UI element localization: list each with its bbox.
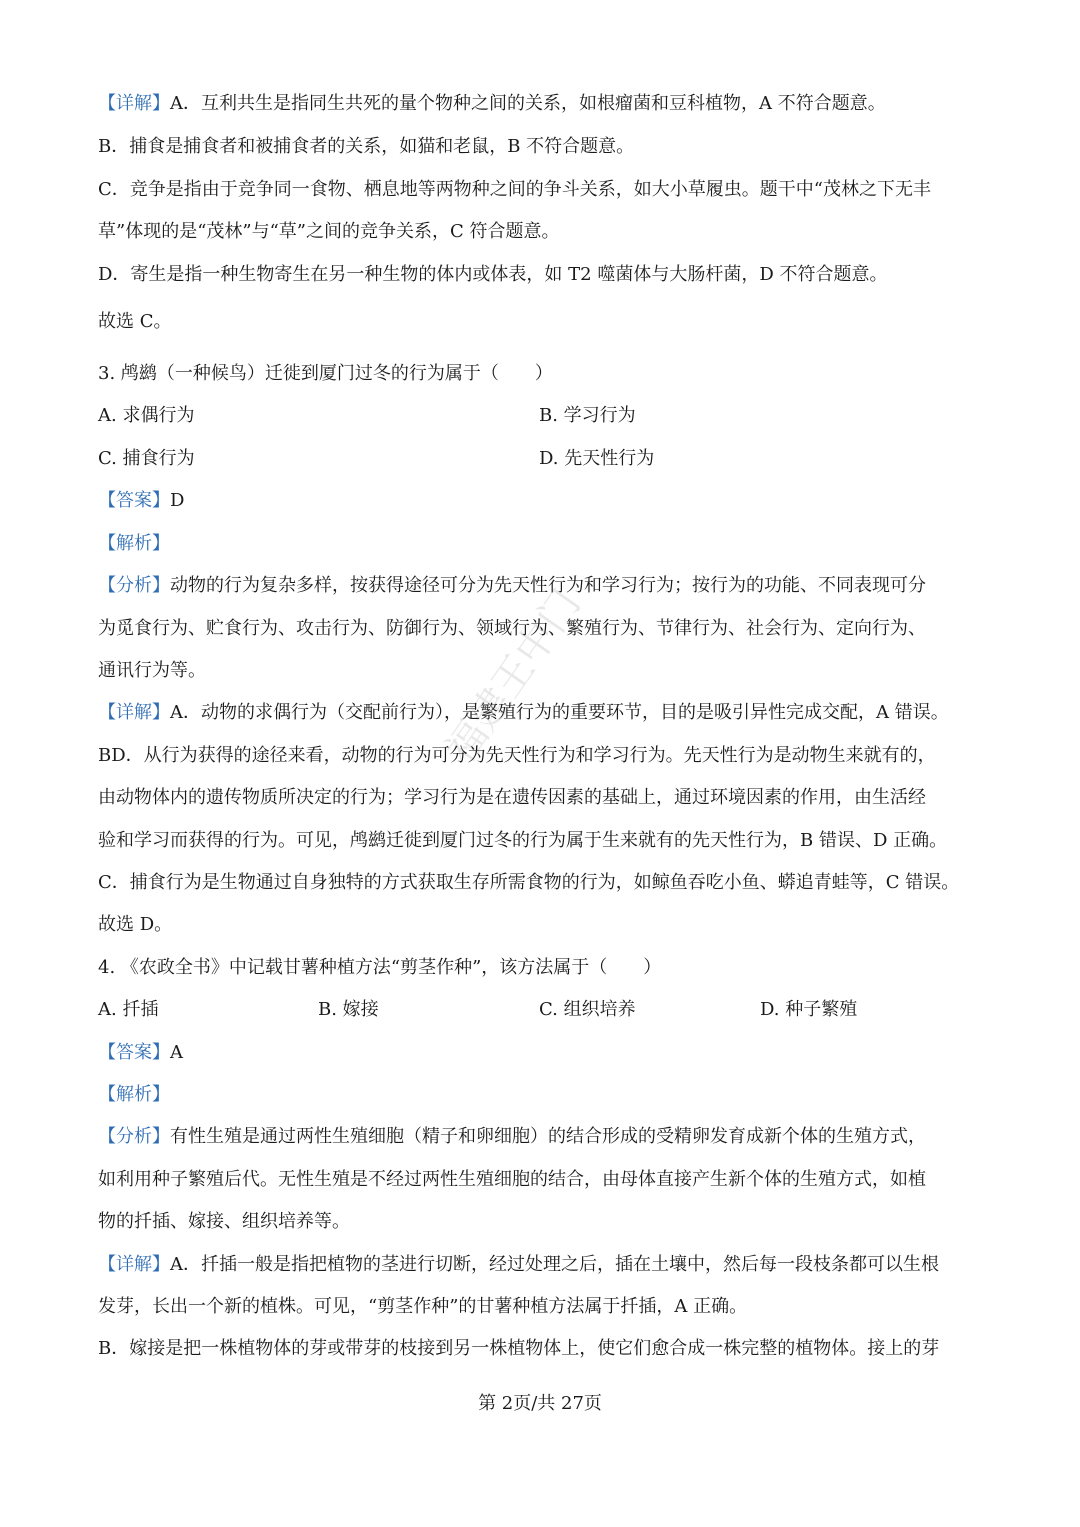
q3-fenxi-1: 【分析】动物的行为复杂多样，按获得途径可分为先天性行为和学习行为；按行为的功能、不同表现可分 [98,575,926,596]
q2-detail-c2: 草”体现的是“茂林”与“草”之间的竞争关系，C 符合题意。 [98,221,560,242]
q3-option-b: B. 学习行为 [539,405,636,426]
q3-fenxi-3: 通讯行为等。 [98,660,206,681]
q3-answer: 【答案】D [98,490,185,511]
q3-stem: 3. 鸬鹚（一种候鸟）迁徙到厦门过冬的行为属于（ ） [98,363,553,384]
q2-detail-c1: C．竞争是指由于竞争同一食物、栖息地等两物种之间的争斗关系，如大小草履虫。题干中“茂林之下无丰 [98,179,931,200]
q3-detail-1: 【详解】A．动物的求偶行为（交配前行为），是繁殖行为的重要环节，目的是吸引异性完成交配，A 错误。 [98,702,949,723]
q2-choice: 故选 C。 [98,311,172,332]
q4-answer: 【答案】A [98,1042,183,1063]
detail-tag: 【详解】 [98,93,170,114]
q3-detail-4: 验和学习而获得的行为。可见，鸬鹚迁徙到厦门过冬的行为属于生来就有的先天性行为，B 错误、D 正确。 [98,830,948,851]
q4-option-d: D. 种子繁殖 [760,999,858,1020]
q3-fenxi-2: 为觅食行为、贮食行为、攻击行为、防御行为、领域行为、繁殖行为、节律行为、社会行为、定向行为、 [98,618,926,639]
q4-detail-1: 【详解】A．扦插一般是指把植物的茎进行切断，经过处理之后，插在土壤中，然后每一段枝条都可以生根 [98,1254,939,1275]
q4-fenxi-1: 【分析】有性生殖是通过两性生殖细胞（精子和卵细胞）的结合形成的受精卵发育成新个体的生殖方式， [98,1126,926,1147]
q4-detail-2: 发芽，长出一个新的植株。可见，“剪茎作种”的甘薯种植方法属于扦插，A 正确。 [98,1296,748,1317]
q3-detail-2: BD．从行为获得的途径来看，动物的行为可分为先天性行为和学习行为。先天性行为是动物生来就有的， [98,745,936,766]
q4-analysis-tag: 【解析】 [98,1084,170,1105]
q3-detail-5: C．捕食行为是生物通过自身独特的方式获取生存所需食物的行为，如鲸鱼吞吃小鱼、蟒追青蛙等，C 错误。 [98,872,960,893]
page-footer: 第 2页/共 27页 [478,1393,602,1414]
q3-detail-3: 由动物体内的遗传物质所决定的行为；学习行为是在遗传因素的基础上，通过环境因素的作用，由生活经 [98,787,926,808]
q4-option-b: B. 嫁接 [318,999,379,1020]
q3-option-a: A. 求偶行为 [98,405,195,426]
q4-fenxi-2: 如利用种子繁殖后代。无性生殖是不经过两性生殖细胞的结合，由母体直接产生新个体的生殖方式，如植 [98,1169,926,1190]
q2-detail-b: B．捕食是捕食者和被捕食者的关系，如猫和老鼠，B 不符合题意。 [98,136,635,157]
q3-choice: 故选 D。 [98,914,173,935]
q2-detail-d: D．寄生是指一种生物寄生在另一种生物的体内或体表，如 T2 噬菌体与大肠杆菌，D 不符合题意。 [98,264,888,285]
q3-analysis-tag: 【解析】 [98,533,170,554]
watermark: 福建王中门 [437,581,590,772]
q3-option-d: D. 先天性行为 [539,448,655,469]
q4-detail-3: B．嫁接是把一株植物体的芽或带芽的枝接到另一株植物体上，使它们愈合成一株完整的植物体。接上的芽 [98,1338,940,1359]
q4-fenxi-3: 物的扦插、嫁接、组织培养等。 [98,1211,350,1232]
q4-stem: 4. 《农政全书》中记载甘薯种植方法“剪茎作种”，该方法属于（ ） [98,957,662,978]
q2-detail-a: 【详解】A．互利共生是指同生共死的量个物种之间的关系，如根瘤菌和豆科植物，A 不符合题意。 [98,93,886,114]
q4-option-c: C. 组织培养 [539,999,636,1020]
q4-option-a: A. 扦插 [98,999,159,1020]
q3-option-c: C. 捕食行为 [98,448,195,469]
